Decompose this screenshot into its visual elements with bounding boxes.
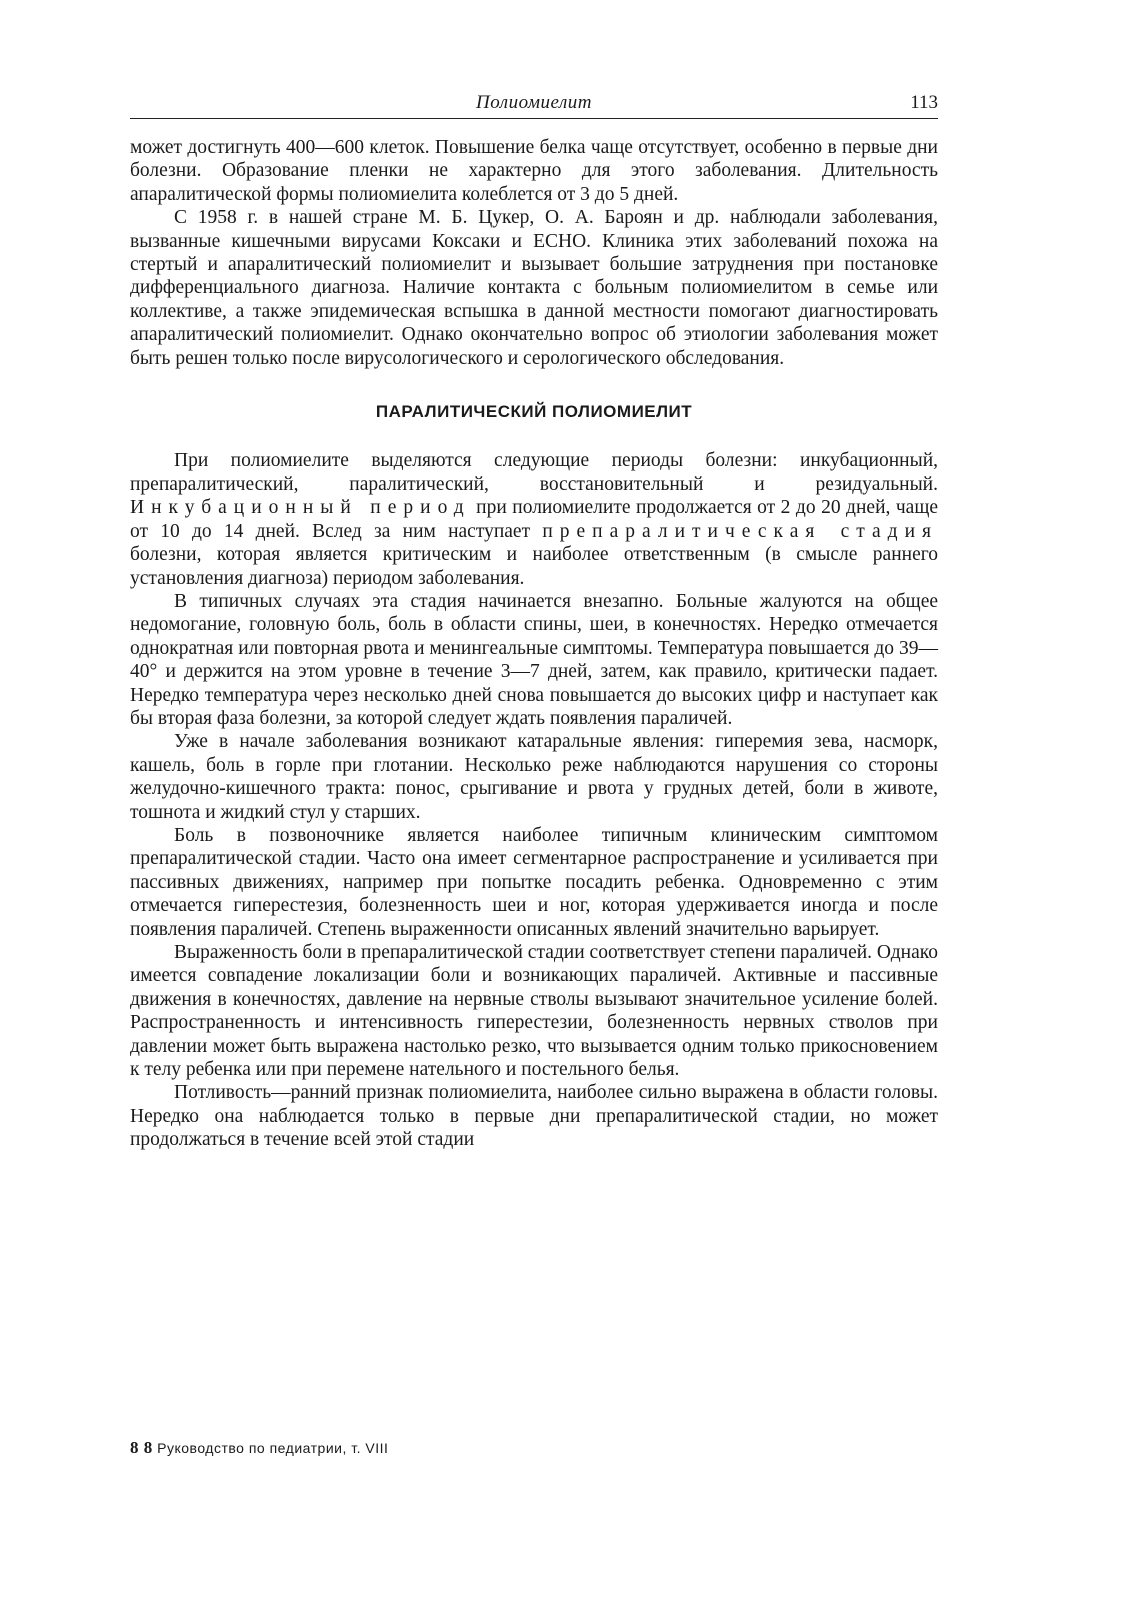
paragraph-2: С 1958 г. в нашей стране М. Б. Цукер, О. А. Бароян и др. наблюдали заболевания, вызванные кишечными вирусами Коксаки и ECHO. Клиника этих заболеваний похожа на стертый и апаралитический полиомиелит и вызывает большие затруднения при постановке дифференциального диагноза. Наличие контакта с больным полиомиелитом в семье или коллективе, а также эпидемическая вспышка в данной местности помогают диагностировать апаралитический полиомиелит. Однако окончательно вопрос об этиологии заболевания может быть решен только после вирусологического и серологического обследования.: [130, 207, 938, 369]
paragraph-6: Боль в позвоночнике является наиболее типичным клиническим симптомом препаралитической стадии. Часто она имеет сегментарное распространение и усиливается при пассивных движениях, например при попытке посадить ребенка. Одновременно с этим отмечается гиперестезия, болезненность шеи и ног, которая удерживается иногда и после появления параличей. Степень выраженности описанных явлений значительно варьирует.: [130, 824, 938, 940]
term-preparalytic-stage: препаралитическая стадия: [542, 520, 938, 542]
paragraph-8: Потливость—ранний признак полиомиелита, наиболее сильно выражена в области головы. Нередко она наблюдается только в первые дни препаралитической стадии, но может продолжаться в течение всей этой стадии: [130, 1082, 938, 1151]
section-heading: ПАРАЛИТИЧЕСКИЙ ПОЛИОМИЕЛИТ: [375, 402, 693, 422]
page-footer: [130, 1438, 388, 1458]
paragraph-3-part-a: При полиомиелите выделяются следующие периоды болезни: инкубационный, препаралитический, паралитический, восстановительный и резидуальный.: [130, 450, 938, 495]
term-incubation-period: Инкубационный период: [130, 497, 471, 519]
footer-text: Руководство по педиатрии, т. VIII: [157, 1440, 389, 1456]
page-number: 113: [910, 92, 938, 113]
paragraph-1: может достигнуть 400—600 клеток. Повышение белка чаще отсутствует, особенно в первые дни болезни. Образование пленки не характерно для этого заболевания. Длительность апаралитической формы полиомиелита колеблется от 3 до 5 дней.: [130, 137, 938, 205]
page-body: [130, 136, 938, 1152]
running-title: Полиомиелит: [476, 92, 592, 113]
paragraph-4: В типичных случаях эта стадия начинается внезапно. Больные жалуются на общее недомогание, головную боль, боль в области спины, шеи, в конечностях. Нередко отмечается однократная или повторная рвота и менингеальные симптомы. Температура повышается до 39—40° и держится на этом уровне в течение 3—7 дней, затем, как правило, критически падает. Нередко температура через несколько дней снова повышается до высоких цифр и наступает как бы вторая фаза болезни, за которой следует ждать появления параличей.: [130, 590, 938, 729]
signature-mark: 8 8: [130, 1438, 153, 1457]
paragraph-5: Уже в начале заболевания возникают катаральные явления: гиперемия зева, насморк, кашель, боль в горле при глотании. Несколько реже наблюдаются нарушения со стороны желудочно-кишечного тракта: понос, срыгивание и рвота у грудных детей, боли в животе, тошнота и жидкий стул у старших.: [130, 731, 938, 823]
paragraph-3-part-e: болезни, которая является критическим и наиболее ответственным (в смысле раннего установления диагноза) периодом заболевания.: [130, 544, 938, 589]
paragraph-3: [130, 449, 938, 589]
paragraph-3-part-c: при полиомиелите продолжается от 2 до 20 дней, чаще от 10 до 14 дней. Вслед за ним наступает: [130, 497, 938, 542]
paragraph-7: Выраженность боли в препаралитической стадии соответствует степени параличей. Однако имеется совпадение локализации боли и возникающих параличей. Активные и пассивные движения в конечностях, давление на нервные стволы вызывают значительное усиление болей. Распространенность и интенсивность гиперестезии, болезненность нервных стволов при давлении может быть выражена настолько резко, что вызывается одним только прикосновением к телу ребенка или при перемене нательного и постельного белья.: [130, 942, 938, 1081]
page-header: [130, 88, 938, 119]
